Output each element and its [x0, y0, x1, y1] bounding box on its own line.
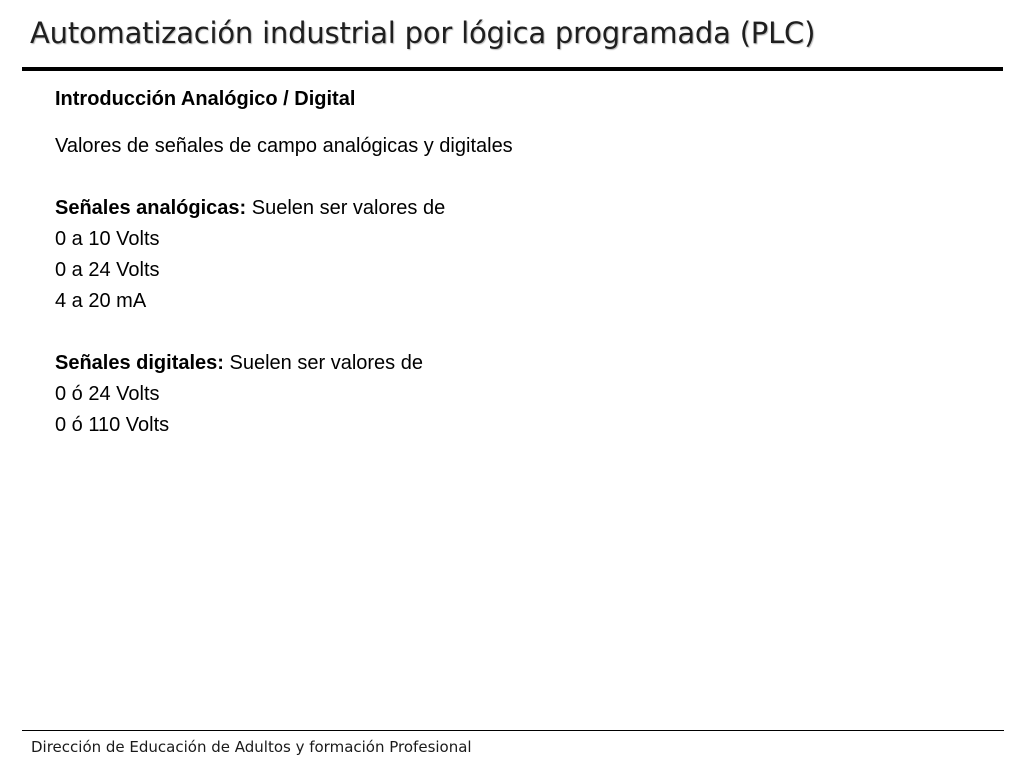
analog-signals-heading	[55, 193, 955, 224]
analog-value: 0 a 24 Volts	[55, 259, 160, 281]
slide-content	[55, 84, 955, 441]
analog-signals-label: Señales analógicas:	[55, 197, 247, 219]
title-divider	[22, 67, 1003, 71]
digital-signals-block	[55, 348, 955, 441]
analog-signals-block	[55, 193, 955, 317]
analog-value: 4 a 20 mA	[55, 290, 147, 312]
digital-signals-label: Señales digitales:	[55, 352, 224, 374]
analog-value: 0 a 10 Volts	[55, 228, 160, 250]
digital-signals-heading	[55, 348, 955, 379]
digital-value: 0 ó 24 Volts	[55, 383, 160, 405]
footer-text: Dirección de Educación de Adultos y formación Profesional	[31, 738, 472, 756]
digital-signals-text: Suelen ser valores de	[223, 352, 423, 374]
intro-text: Valores de señales de campo analógicas y digitales	[55, 135, 513, 157]
slide-title: Automatización industrial por lógica programada (PLC)	[30, 16, 816, 50]
analog-signals-text: Suelen ser valores de	[246, 197, 446, 219]
digital-value: 0 ó 110 Volts	[55, 414, 170, 436]
section-subtitle: Introducción Analógico / Digital	[55, 88, 356, 110]
footer-divider	[22, 730, 1004, 731]
